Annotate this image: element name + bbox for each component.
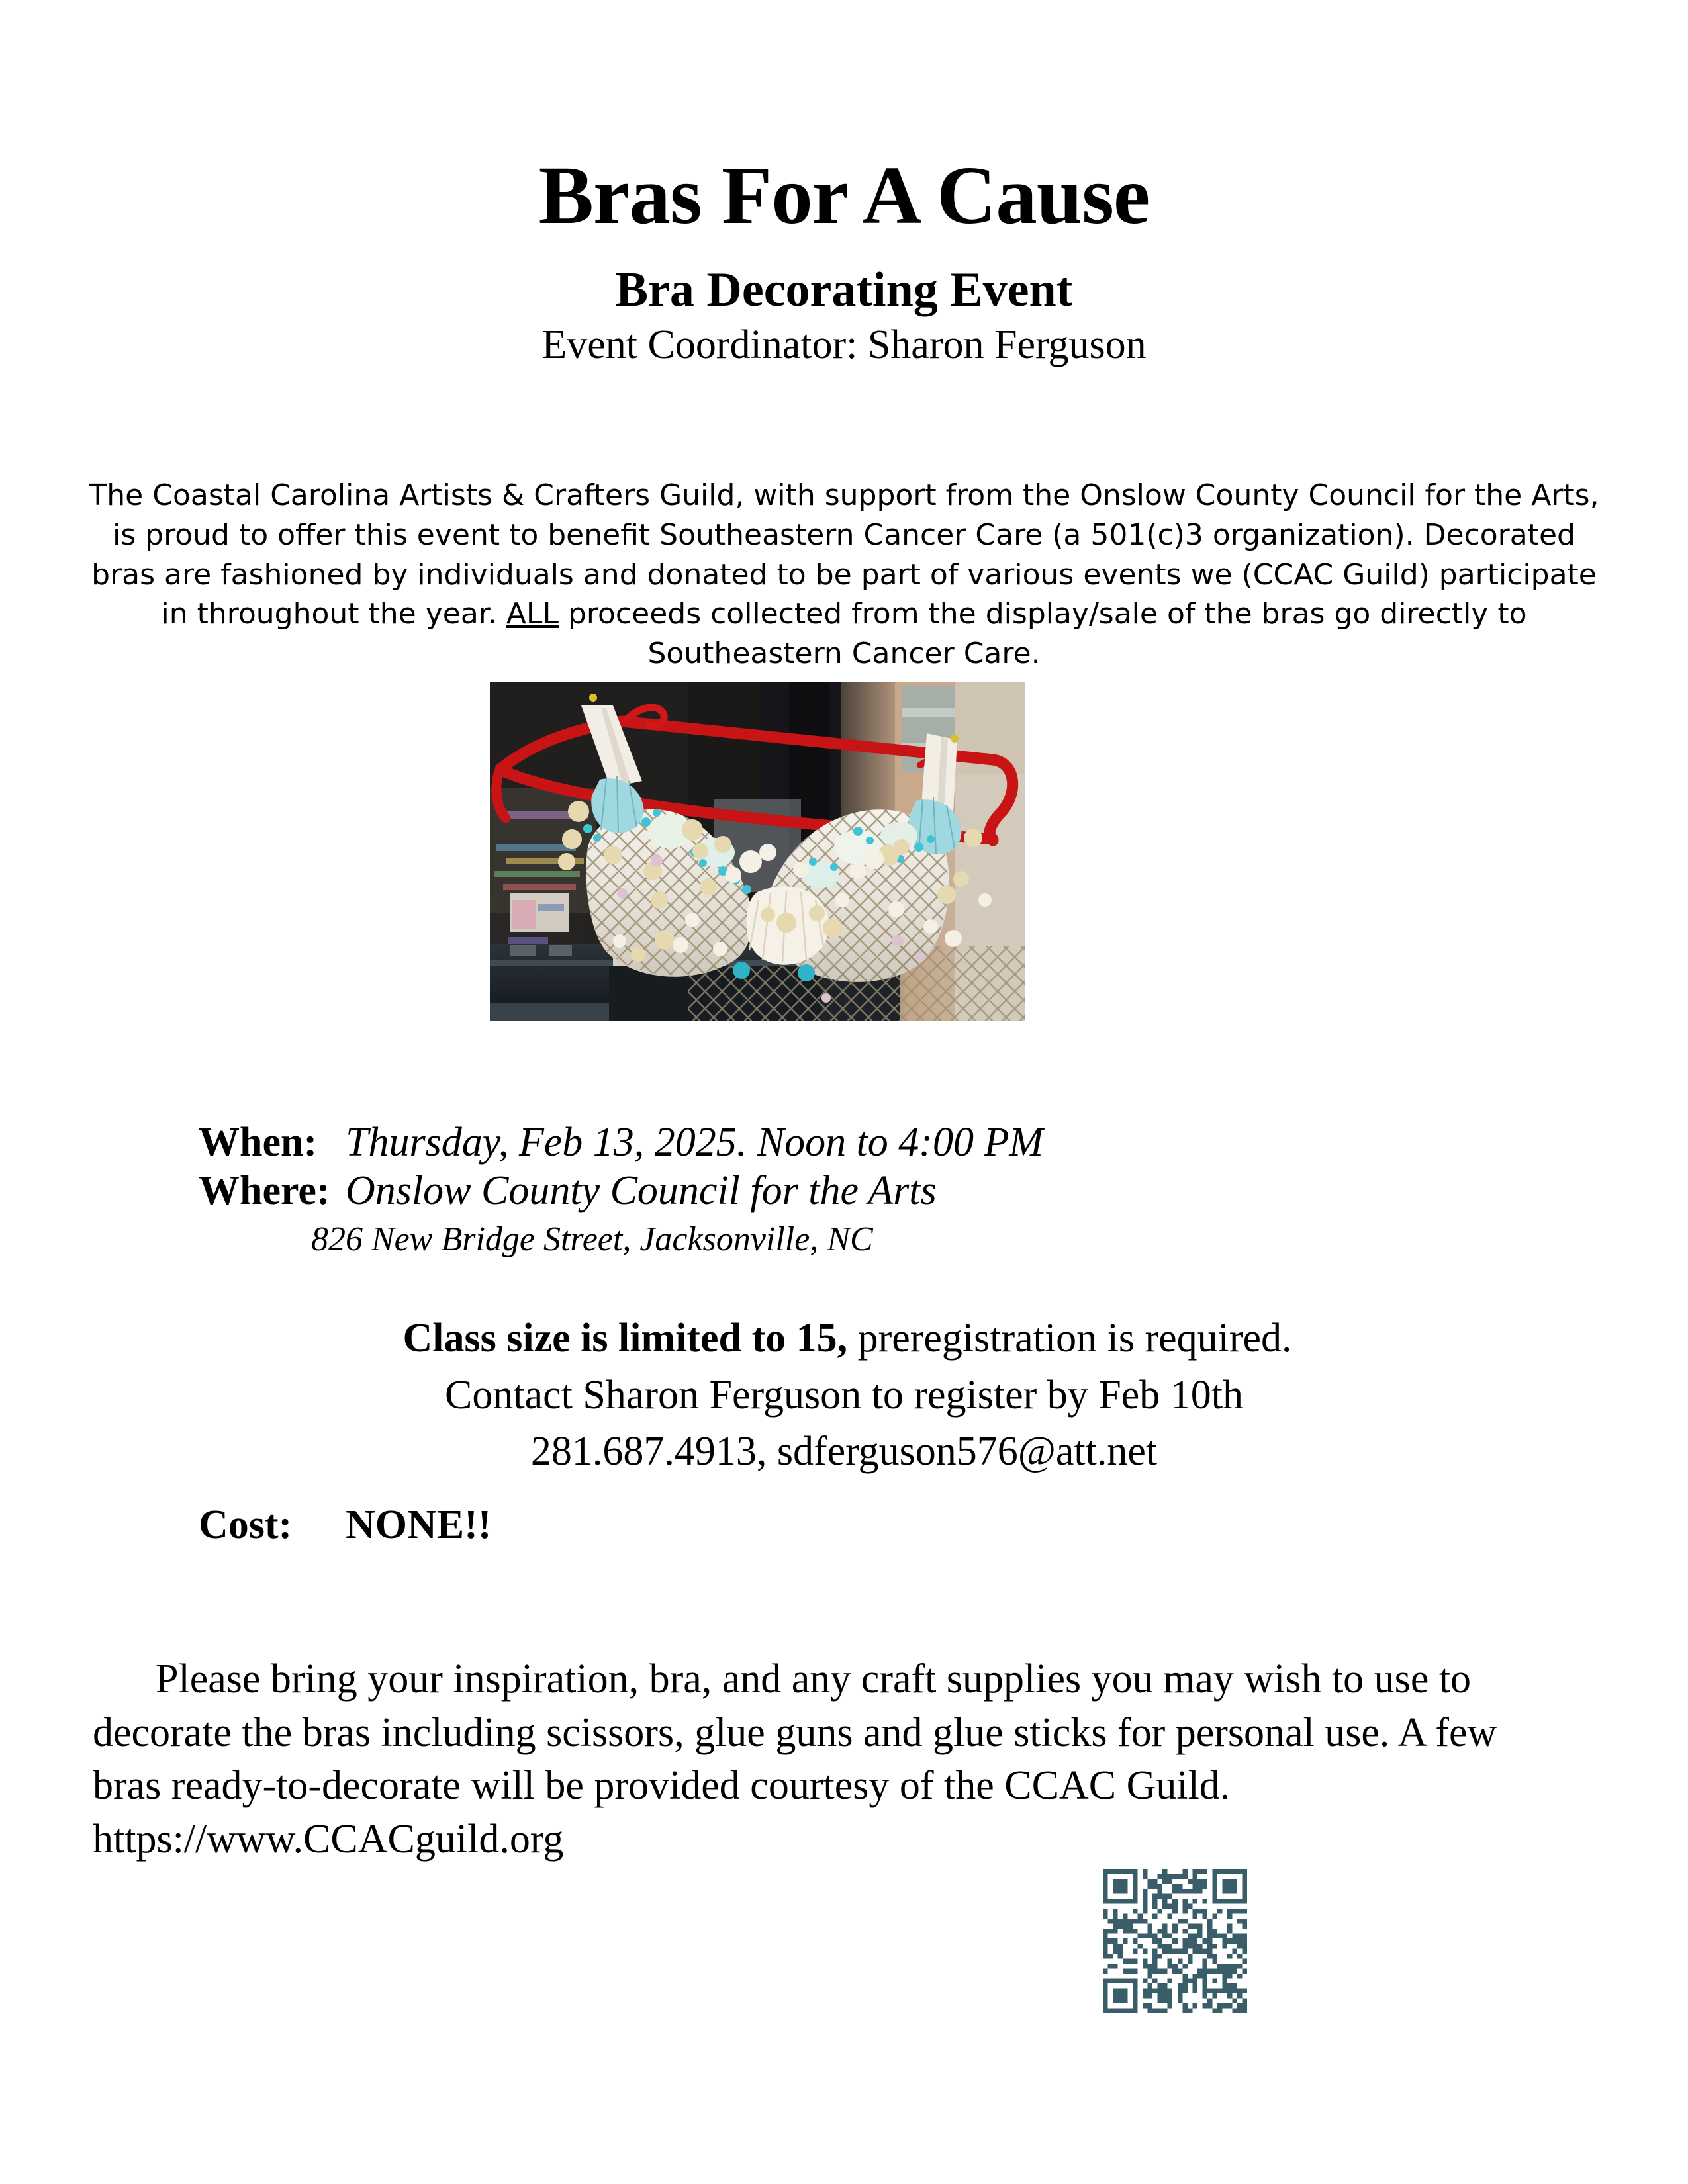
when-label: When: — [199, 1120, 318, 1165]
contact-line: Contact Sharon Ferguson to register by Feb 10th — [444, 1372, 1243, 1418]
intro-paragraph — [83, 476, 1605, 674]
cost-value: NONE!! — [346, 1502, 492, 1547]
closing-paragraph: Please bring your inspiration, bra, and any craft supplies you may wish to use to decorate the bras including scissors, glue guns and glue sticks for personal use. A few bras ready-to-decorate will be provided courtesy of the CCAC Guild. https://www.CCACguild.org — [93, 1657, 1497, 1862]
intro-emphasis-all: ALL — [506, 597, 559, 631]
event-coordinator: Event Coordinator: Sharon Ferguson — [541, 322, 1147, 367]
decorated-bra-photo — [490, 682, 1025, 1021]
detail-row-when — [0, 1118, 1688, 1167]
class-size-bold: Class size is limited to 15, — [402, 1316, 848, 1361]
page-subtitle: Bra Decorating Event — [615, 263, 1073, 318]
qr-code-image — [1102, 1869, 1248, 2013]
contact-details: 281.687.4913, sdferguson576@att.net — [530, 1429, 1158, 1475]
where-value: Onslow County Council for the Arts — [346, 1168, 937, 1214]
photo-image — [490, 682, 1025, 1021]
class-size-rest: preregistration is required. — [847, 1316, 1292, 1361]
qr-code[interactable] — [1102, 1869, 1248, 2013]
where-label: Where: — [199, 1168, 330, 1214]
cost-label: Cost: — [199, 1502, 293, 1547]
cost-row — [199, 1502, 491, 1547]
detail-row-where — [0, 1167, 1688, 1215]
event-details — [0, 1118, 1688, 1261]
class-size-line — [0, 1314, 1688, 1364]
registration-block — [0, 1314, 1688, 1477]
page-title: Bras For A Cause — [538, 150, 1150, 242]
when-value: Thursday, Feb 13, 2025. Noon to 4:00 PM — [346, 1120, 1043, 1165]
where-address: 826 New Bridge Street, Jacksonville, NC — [311, 1220, 873, 1259]
intro-text-part-1: The Coastal Carolina Artists & Crafters Guild, with support from the Onslow County Council for the Arts, is proud to offer this event to benefit Southeastern Cancer Care (a 501(c)3 organization). Decorated bras are fashioned by individuals and donated to be part of various events we (CCAC Guild) participate in throughout the year. — [89, 478, 1599, 631]
intro-text-part-2: proceeds collected from the display/sale of the bras go directly to Southeastern Cancer Care. — [558, 597, 1527, 671]
